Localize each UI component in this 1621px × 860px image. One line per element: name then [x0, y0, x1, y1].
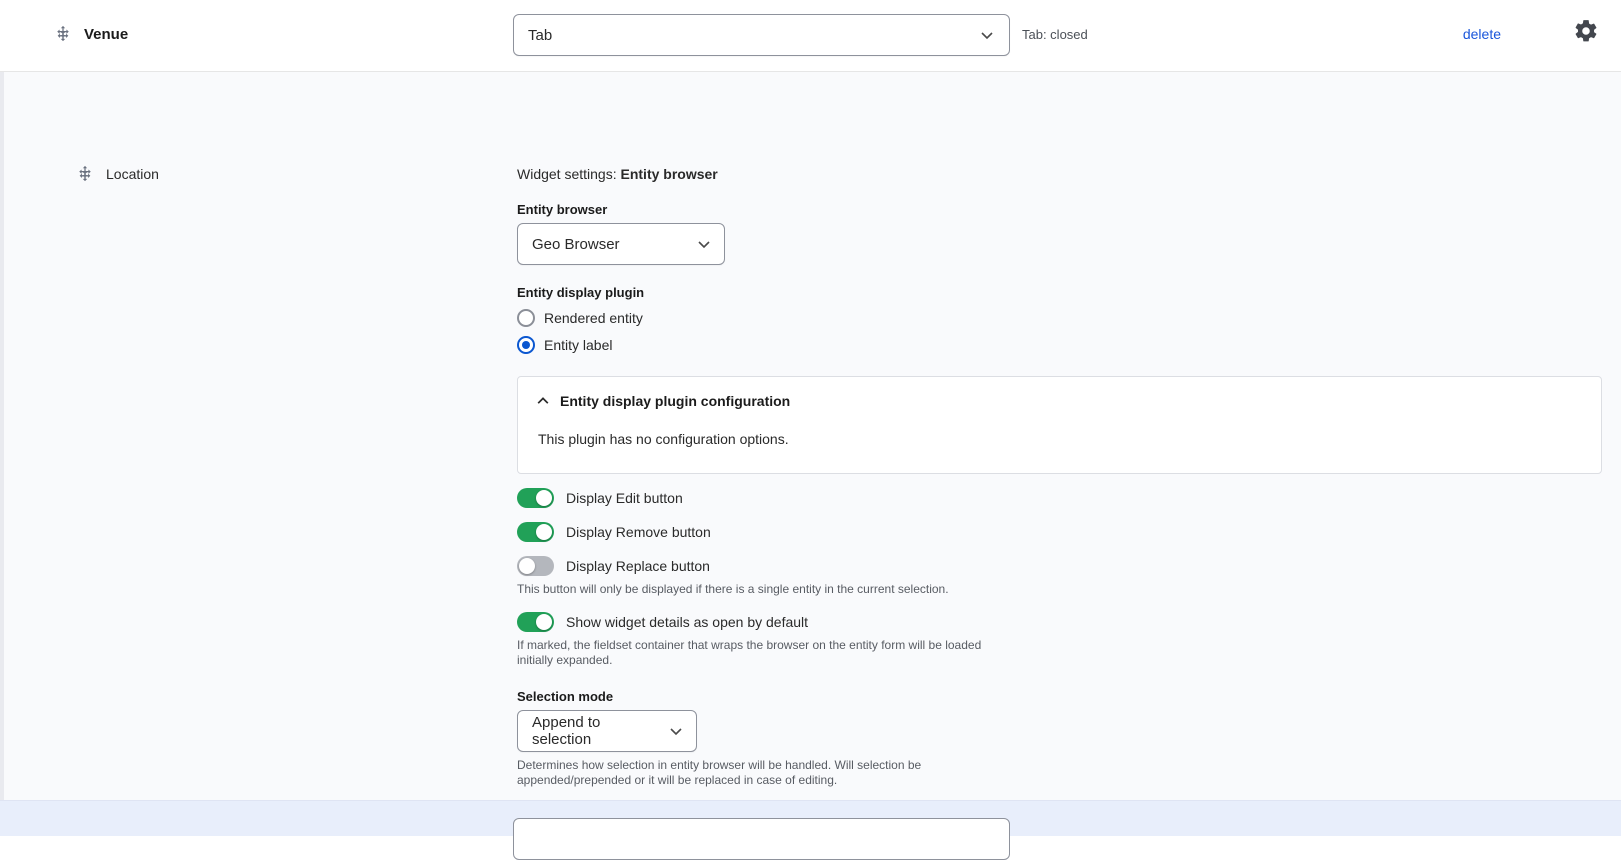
toggle-knob [536, 614, 552, 630]
plugin-config-body: This plugin has no configuration options. [538, 431, 789, 447]
toggle-row-display-edit-button[interactable] [517, 488, 1602, 508]
hint-display-replace-button: This button will only be displayed if there is a single entity in the current selection. [517, 582, 949, 596]
radio-option-rendered-entity[interactable] [517, 309, 1602, 327]
radio-rendered-entity-label: Rendered entity [544, 310, 643, 326]
radio-entity-label[interactable] [517, 336, 535, 354]
toggle-display-edit-button[interactable] [517, 488, 554, 508]
radio-option-entity-label[interactable] [517, 336, 1602, 354]
selection-mode-label: Selection mode [517, 688, 614, 704]
toggle-display-remove-button[interactable] [517, 522, 554, 542]
chevron-down-icon [668, 723, 684, 739]
toggle-knob [536, 524, 552, 540]
gear-icon[interactable] [1573, 18, 1601, 46]
hint-selection-mode: Determines how selection in entity browser will be handled. Will selection be appended/prepended or it will be replaced in case of editing. [517, 757, 922, 788]
toggle-row-show-widget-details[interactable] [517, 612, 1602, 632]
toggle-show-widget-details-label: Show widget details as open by default [566, 613, 809, 630]
tab-select-value: Tab [528, 26, 553, 44]
location-row-label [76, 165, 159, 183]
venue-label-text: Venue [84, 25, 129, 43]
toggle-show-widget-details[interactable] [517, 612, 554, 632]
tab-select-wrapper [513, 14, 1010, 56]
hint-show-widget-details: If marked, the fieldset container that wraps the browser on the entity form will be loaded initially expanded. [517, 637, 982, 668]
delete-link[interactable]: delete [1462, 26, 1501, 42]
toggle-knob [536, 490, 552, 506]
entity-browser-label: Entity browser [517, 202, 608, 217]
toggle-row-display-replace-button[interactable] [517, 556, 1602, 576]
widget-header-row [0, 0, 1621, 72]
toggle-row-display-remove-button[interactable] [517, 522, 1602, 542]
next-row-select[interactable] [513, 818, 1010, 860]
plugin-config-panel [517, 376, 1602, 474]
entity-browser-select-value: Geo Browser [532, 235, 620, 253]
toggle-display-remove-button-label: Display Remove button [566, 524, 711, 540]
widget-settings-heading-value: Entity browser [620, 166, 718, 182]
toggle-knob [519, 558, 535, 574]
tab-status-text: Tab: closed [1022, 27, 1088, 42]
chevron-up-icon [536, 394, 550, 408]
selection-mode-select[interactable] [517, 710, 697, 752]
selection-mode-select-value: Append to selection [532, 713, 601, 748]
widget-settings-heading [517, 166, 1602, 182]
toggle-display-edit-button-label: Display Edit button [566, 490, 683, 506]
toggle-display-replace-button[interactable] [517, 556, 554, 576]
entity-browser-select[interactable] [517, 223, 725, 265]
tab-select[interactable] [513, 14, 1010, 56]
plugin-config-summary[interactable] [518, 377, 1601, 413]
chevron-down-icon [979, 27, 995, 43]
widget-settings-heading-prefix: Widget settings: [517, 166, 621, 182]
settings-column [517, 72, 1602, 857]
widget-settings-body [0, 72, 1621, 800]
location-label-text: Location [106, 166, 159, 182]
radio-rendered-entity[interactable] [517, 309, 535, 327]
entity-display-plugin-label: Entity display plugin [517, 285, 645, 300]
drag-move-icon[interactable] [54, 25, 72, 43]
radio-entity-label-label: Entity label [544, 337, 613, 353]
chevron-down-icon [696, 236, 712, 252]
drag-move-icon[interactable] [76, 165, 94, 183]
toggle-display-replace-button-label: Display Replace button [566, 558, 710, 574]
plugin-config-summary-text: Entity display plugin configuration [560, 393, 791, 409]
venue-row-label [54, 25, 128, 43]
